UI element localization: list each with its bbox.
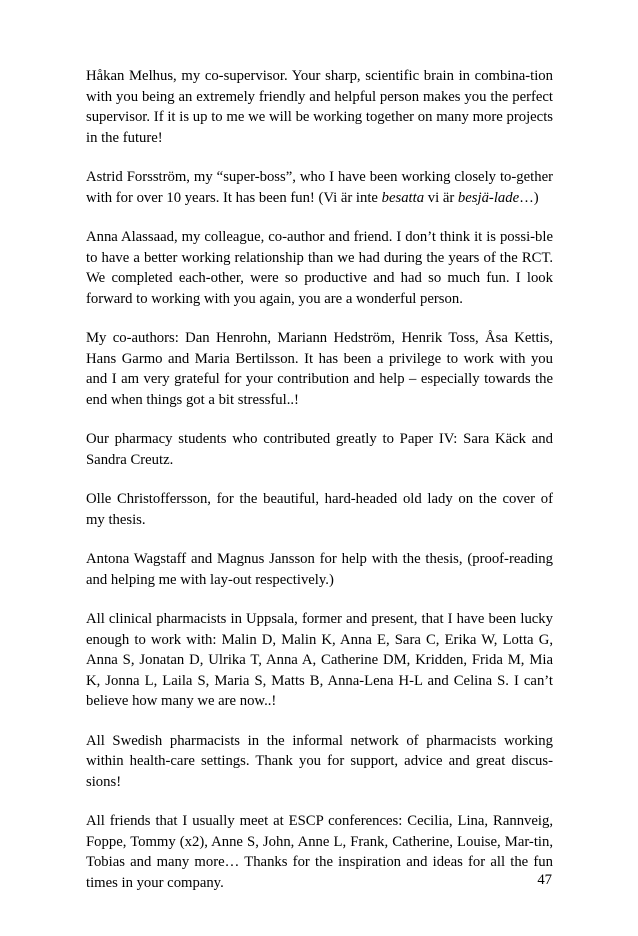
paragraph-christoffersson: Olle Christoffersson, for the beautiful, hard-headed old lady on the cover of my thesis.	[86, 491, 553, 528]
paragraph-escp: All friends that I usually meet at ESCP conferences: Cecilia, Lina, Rannveig, Foppe, Tommy (x2), Anne S, John, Anne L, Frank, Catherine, Louise, Mar-tin, Tobias and many more… Thanks for the inspiration and ideas for all the fun times in your company.	[86, 813, 553, 891]
italic-word-besatta: besatta	[381, 189, 425, 206]
acknowledgements-body	[86, 66, 553, 912]
italic-word-besjalade: besjä-lade	[457, 189, 520, 206]
paragraph-uppsala: All clinical pharmacists in Uppsala, former and present, that I have been lucky enough to work with: Malin D, Malin K, Anna E, Sara C, Erika W, Lotta G, Anna S, Jonatan D, Ulrika T, Anna A, Catherine DM, Kridden, Frida M, Mia K, Jonna L, Laila S, Maria S, Matts B, Anna-Lena H-L and Celina S. I can’t believe how many we are now..!	[86, 611, 553, 709]
paragraph-forsstrom-text-before: Astrid Forsström, my “super-boss”, who I have been working closely to-gether with for over 10 years. It has been fun! (Vi är inte	[86, 169, 553, 206]
paragraph-alassaad: Anna Alassaad, my colleague, co-author and friend. I don’t think it is possi-ble to have a better working relationship than we had during the years of the RCT. We completed each-other, were so productive and had so much fun. I look forward to working with you again, you are a wonderful person.	[86, 229, 553, 307]
paragraph-coauthors: My co-authors: Dan Henrohn, Mariann Hedström, Henrik Toss, Åsa Kettis, Hans Garmo and Maria Bertilsson. It has been a privilege to work with you and I am very grateful for your contribution and help – especially towards the end when things got a bit stressful..!	[86, 330, 553, 408]
page-number: 47	[537, 872, 552, 888]
paragraph-wagstaff: Antona Wagstaff and Magnus Jansson for help with the thesis, (proof-reading and helping me with lay-out respectively.)	[86, 551, 553, 588]
paragraph-melhus: Håkan Melhus, my co-supervisor. Your sharp, scientific brain in combina-tion with you being an extremely friendly and helpful person makes you the perfect supervisor. If it is up to me we will be working together on many more projects in the future!	[86, 68, 553, 146]
paragraph-forsstrom-text-after: …)	[519, 189, 539, 206]
paragraph-students: Our pharmacy students who contributed greatly to Paper IV: Sara Käck and Sandra Creutz.	[86, 431, 553, 468]
paragraph-swedish: All Swedish pharmacists in the informal network of pharmacists working within health-care settings. Thank you for support, advice and great discus-sions!	[86, 732, 553, 790]
paragraph-forsstrom	[86, 167, 553, 208]
paragraph-forsstrom-text-middle: vi är	[424, 189, 458, 206]
